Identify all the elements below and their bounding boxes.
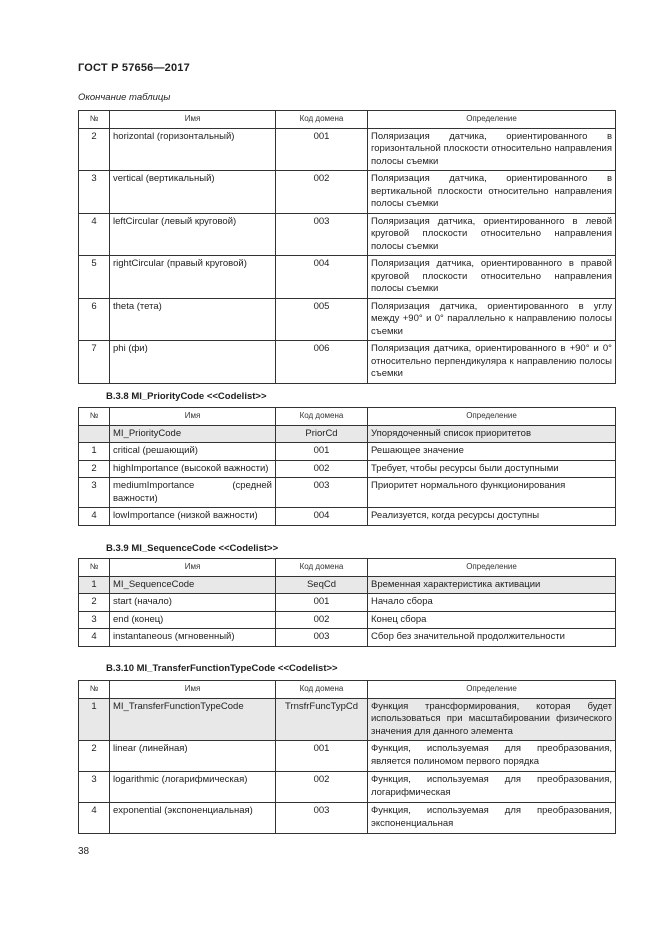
cell-code: SeqCd [276,576,368,594]
cell-def: Функция трансформирования, которая будет использоваться при масштабировании физического значения для данного элемента [368,698,616,741]
cell-code: 001 [276,594,368,612]
cell-num [79,425,110,443]
col-header-def: Определение [368,111,616,129]
cell-def: Приоритет нормального функционирования [368,478,616,508]
cell-num: 3 [79,611,110,629]
cell-def: Поляризация датчика, ориентированного в правой круговой плоскости относительно направления полосы съемки [368,256,616,299]
table-row [79,341,616,384]
cell-name: vertical (вертикальный) [110,171,276,214]
cell-name: start (начало) [110,594,276,612]
col-header-code: Код домена [276,408,368,426]
col-header-name: Имя [110,681,276,699]
cell-num: 4 [79,629,110,647]
cell-num: 2 [79,741,110,772]
cell-code: 002 [276,460,368,478]
table-row [79,803,616,834]
cell-name: horizontal (горизонтальный) [110,128,276,171]
col-header-num: № [79,681,110,699]
col-header-num: № [79,559,110,577]
col-header-def: Определение [368,559,616,577]
table-caption: Окончание таблицы [78,92,171,103]
section-title-priority: В.3.8 MI_PriorityCode <<Codelist>> [106,391,267,402]
cell-name: leftCircular (левый круговой) [110,213,276,256]
cell-num: 2 [79,460,110,478]
cell-code: PriorCd [276,425,368,443]
col-header-def: Определение [368,681,616,699]
col-header-num: № [79,408,110,426]
cell-def: Сбор без значительной продолжительности [368,629,616,647]
page-number: 38 [78,846,90,857]
cell-def: Функция, используемая для преобразования, логарифмическая [368,772,616,803]
table-row [79,772,616,803]
cell-num: 5 [79,256,110,299]
cell-name: exponential (экспоненциальная) [110,803,276,834]
cell-name: linear (линейная) [110,741,276,772]
cell-code: 004 [276,508,368,526]
cell-code: 006 [276,341,368,384]
cell-name: highImportance (высокой важности) [110,460,276,478]
cell-name: theta (тета) [110,298,276,341]
cell-num: 1 [79,443,110,461]
cell-code: 003 [276,478,368,508]
cell-code: 002 [276,772,368,803]
cell-code: 001 [276,128,368,171]
cell-code: 004 [276,256,368,299]
cell-def: Временная характеристика активации [368,576,616,594]
table-row [79,698,616,741]
table-row [79,298,616,341]
table-row [79,508,616,526]
table-row [79,213,616,256]
cell-def: Функция, используемая для преобразования, является полиномом первого порядка [368,741,616,772]
page-header: ГОСТ Р 57656—2017 [78,62,190,74]
cell-def: Поляризация датчика, ориентированного в +90° и 0° относительно перпендикуляра к направлению полосы съемки [368,341,616,384]
cell-num: 3 [79,772,110,803]
table-row [79,425,616,443]
table-row [79,576,616,594]
cell-code: 002 [276,611,368,629]
table-row [79,594,616,612]
col-header-code: Код домена [276,681,368,699]
cell-def: Начало сбора [368,594,616,612]
cell-num: 7 [79,341,110,384]
cell-code: 002 [276,171,368,214]
col-header-def: Определение [368,408,616,426]
table-row [79,128,616,171]
priority-table [78,407,616,526]
cell-def: Поляризация датчика, ориентированного в левой круговой плоскости относительно направления полосы съемки [368,213,616,256]
cell-def: Поляризация датчика, ориентированного в углу между +90° и 0° параллельно к направлению полосы съемки [368,298,616,341]
cell-name: critical (решающий) [110,443,276,461]
cell-def: Реализуется, когда ресурсы доступны [368,508,616,526]
cell-def: Поляризация датчика, ориентированного в вертикальной плоскости относительно направления полосы съемки [368,171,616,214]
table-row [79,478,616,508]
section-title-sequence: В.3.9 MI_SequenceCode <<Codelist>> [106,543,279,554]
table-row [79,460,616,478]
polarisation-table [78,110,616,384]
cell-def: Функция, используемая для преобразования, экспоненциальная [368,803,616,834]
cell-code: 001 [276,443,368,461]
table-row [79,256,616,299]
cell-code: 005 [276,298,368,341]
cell-code: TrnsfrFuncTypCd [276,698,368,741]
cell-num: 3 [79,171,110,214]
cell-name: MI_TransferFunctionTypeCode [110,698,276,741]
cell-num: 1 [79,698,110,741]
table-row [79,741,616,772]
table-row [79,443,616,461]
cell-num: 4 [79,213,110,256]
cell-name: phi (фи) [110,341,276,384]
table-row [79,629,616,647]
cell-name: rightCircular (правый круговой) [110,256,276,299]
cell-name: MI_SequenceCode [110,576,276,594]
cell-def: Конец сбора [368,611,616,629]
cell-def: Поляризация датчика, ориентированного в горизонтальной плоскости относительно направления полосы съемки [368,128,616,171]
cell-num: 6 [79,298,110,341]
sequence-table [78,558,616,647]
section-title-transfer: В.3.10 MI_TransferFunctionTypeCode <<Codelist>> [106,663,338,674]
cell-def: Решающее значение [368,443,616,461]
cell-num: 3 [79,478,110,508]
transfer-function-table [78,680,616,834]
cell-num: 4 [79,803,110,834]
cell-def: Требует, чтобы ресурсы были доступными [368,460,616,478]
cell-num: 4 [79,508,110,526]
cell-code: 003 [276,629,368,647]
cell-name: instantaneous (мгновенный) [110,629,276,647]
cell-name: mediumImportance (средней важности) [110,478,276,508]
cell-name: MI_PriorityCode [110,425,276,443]
col-header-name: Имя [110,559,276,577]
col-header-code: Код домена [276,559,368,577]
cell-num: 2 [79,594,110,612]
col-header-name: Имя [110,408,276,426]
cell-code: 001 [276,741,368,772]
cell-def: Упорядоченный список приоритетов [368,425,616,443]
cell-name: logarithmic (логарифмическая) [110,772,276,803]
cell-name: end (конец) [110,611,276,629]
table-row [79,171,616,214]
cell-num: 1 [79,576,110,594]
cell-name: lowImportance (низкой важности) [110,508,276,526]
cell-code: 003 [276,803,368,834]
col-header-name: Имя [110,111,276,129]
cell-code: 003 [276,213,368,256]
table-row [79,611,616,629]
cell-num: 2 [79,128,110,171]
col-header-code: Код домена [276,111,368,129]
col-header-num: № [79,111,110,129]
